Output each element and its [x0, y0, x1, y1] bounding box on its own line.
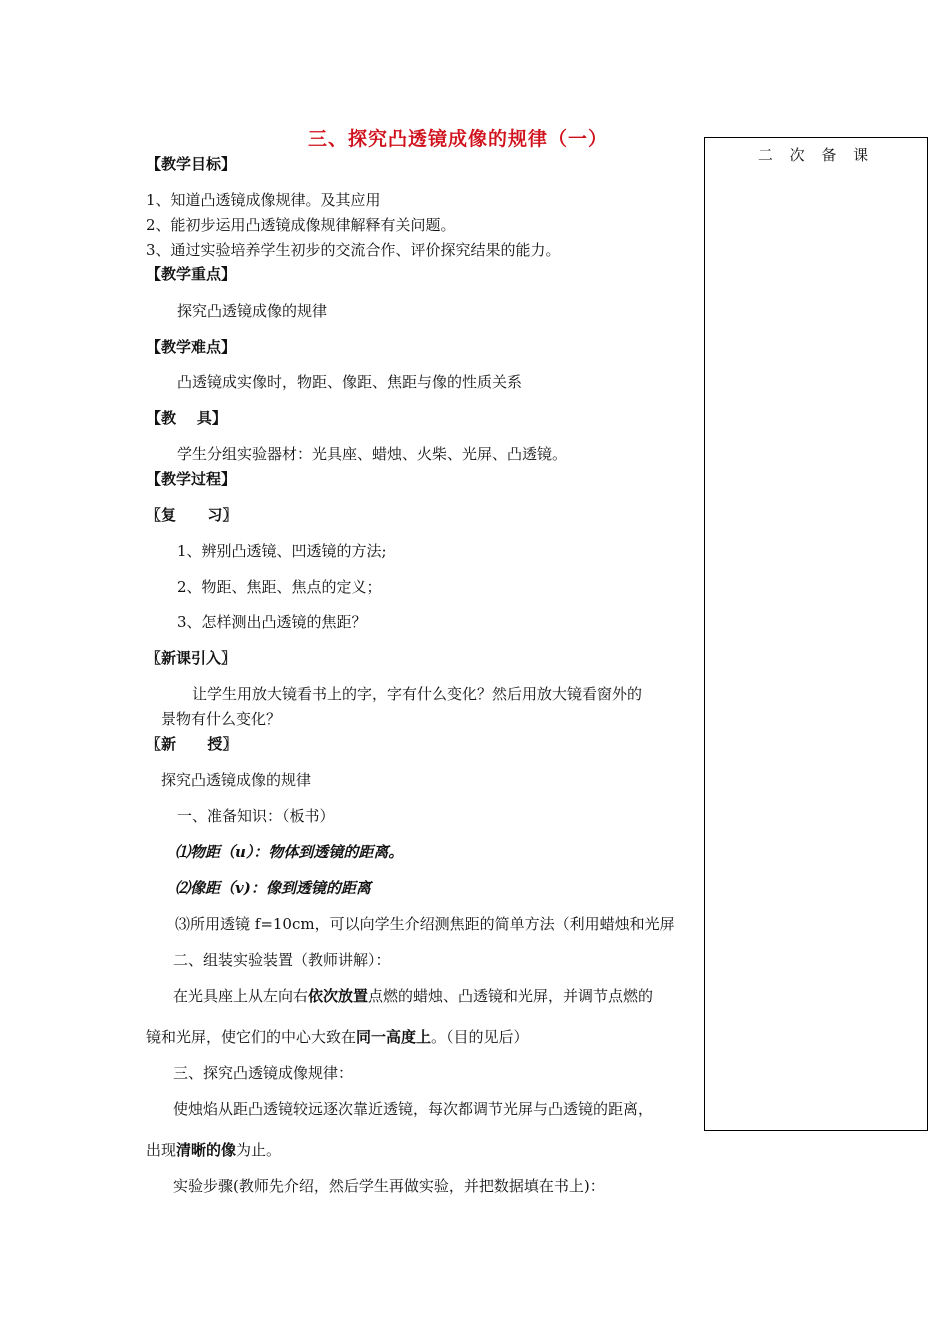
prep-item-focal-length: ⑶所用透镜 f=10cm，可以向学生介绍测焦距的简单方法（利用蜡烛和光屏 — [175, 915, 675, 933]
new-lesson-topic: 探究凸透镜成像的规律 — [161, 771, 312, 789]
difficult-heading: 【教学难点】 — [146, 338, 237, 356]
setup-text-part: 。（目的见后） — [431, 1028, 529, 1046]
goal-item: 1、知道凸透镜成像规律。及其应用 — [146, 191, 381, 209]
intro-heading: 〖新课引入〗 — [146, 649, 237, 667]
goal-item: 2、能初步运用凸透镜成像规律解释有关问题。 — [146, 216, 456, 234]
review-item: 2、物距、焦距、焦点的定义； — [177, 578, 382, 596]
review-item: 1、辨别凸透镜、凹透镜的方法; — [177, 542, 387, 560]
prep-item-image-distance: ⑵像距（v)：像到透镜的距离 — [175, 879, 371, 897]
setup-text-part: 点燃的蜡烛、凸透镜和光屏，并调节点燃的 — [368, 987, 654, 1005]
explore-emphasis-clear-image: 清晰的像 — [176, 1141, 237, 1159]
prep-item-object-distance: ⑴物距（u）：物体到透镜的距离。 — [175, 843, 404, 861]
setup-emphasis-order: 依次放置 — [308, 987, 369, 1005]
explore-heading: 三、探究凸透镜成像规律： — [173, 1064, 354, 1082]
intro-text-line2: 景物有什么变化？ — [161, 710, 282, 728]
side-box-title: 二 次 备 课 — [757, 146, 875, 164]
difficult-text: 凸透镜成实像时，物距、像距、焦距与像的性质关系 — [177, 373, 523, 391]
explore-text-part: 为止。 — [236, 1141, 282, 1159]
review-item: 3、怎样测出凸透镜的焦距？ — [177, 613, 367, 631]
setup-text-line1 — [173, 985, 704, 1006]
secondary-lesson-prep-box — [704, 137, 928, 1131]
goal-item: 3、通过实验培养学生初步的交流合作、评价探究结果的能力。 — [146, 241, 561, 259]
setup-text-part: 镜和光屏，使它们的中心大致在 — [146, 1028, 357, 1046]
setup-text-part: 在光具座上从左向右 — [173, 987, 309, 1005]
review-heading: 〖复 习〗 — [146, 506, 238, 524]
explore-text-line2 — [146, 1139, 281, 1160]
experiment-steps-text: 实验步骤(教师先介绍，然后学生再做实验，并把数据填在书上)： — [173, 1177, 605, 1195]
tools-heading: 【教 具】 — [146, 409, 227, 427]
page-title: 三、探究凸透镜成像的规律（一） — [308, 128, 609, 150]
setup-heading: 二、组装实验装置（教师讲解）： — [173, 951, 391, 969]
prep-heading: 一、准备知识：（板书） — [177, 807, 335, 825]
setup-emphasis-height: 同一高度上 — [356, 1028, 432, 1046]
explore-text-line1: 使烛焰从距凸透镜较远逐次靠近透镜，每次都调节光屏与凸透镜的距离， — [173, 1100, 654, 1118]
new-lesson-heading: 〖新 授〗 — [146, 735, 238, 753]
explore-text-part: 出现 — [146, 1141, 177, 1159]
tools-text: 学生分组实验器材：光具座、蜡烛、火柴、光屏、凸透镜。 — [177, 445, 568, 463]
intro-text-line1: 让学生用放大镜看书上的字，字有什么变化？然后用放大镜看窗外的 — [192, 685, 643, 703]
goals-heading: 【教学目标】 — [146, 155, 237, 173]
setup-text-line2 — [146, 1026, 529, 1047]
key-heading: 【教学重点】 — [146, 265, 237, 283]
process-heading: 【教学过程】 — [146, 470, 237, 488]
key-text: 探究凸透镜成像的规律 — [177, 302, 328, 320]
